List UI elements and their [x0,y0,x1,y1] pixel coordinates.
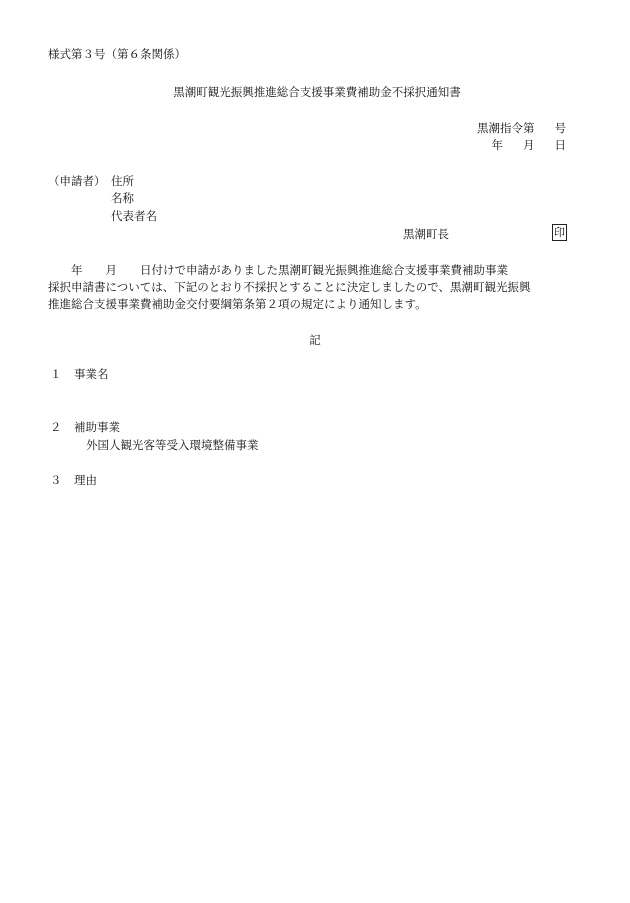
reference-date [492,137,567,153]
item-number: ３ [50,473,62,487]
applicant-label: （申請者） [48,174,106,188]
item-number: １ [50,367,62,381]
form-number: 様式第３号（第６条関係） [48,47,186,61]
document-title: 黒潮町観光振興推進総合支援事業費補助金不採択通知書 [173,85,461,99]
reference-number [477,120,566,136]
item-subsidy-project [50,419,120,435]
item-subsidy-project-value: 外国人観光客等受入環境整備事業 [86,438,259,452]
body-line-2: 採択申請書については、下記のとおり不採択とすることに決定しましたので、黒潮町観光振興 [48,280,531,294]
date-day-label: 日 [554,138,566,152]
item-project-name [50,366,109,382]
applicant-name-label: 名称 [111,191,134,205]
item-reason [50,472,97,488]
item-label: 補助事業 [74,420,120,434]
body-line-1: 年 月 日付けで申請がありました黒潮町観光振興推進総合支援事業費補助事業 [48,263,508,277]
seal-box: 印 [554,226,565,239]
date-month-label: 月 [523,138,535,152]
item-number: ２ [50,420,62,434]
body-paragraph [48,262,584,313]
item-label: 事業名 [74,367,109,381]
applicant-address-label: 住所 [111,174,134,188]
date-year-label: 年 [491,138,503,152]
applicant-representative-label: 代表者名 [111,209,157,223]
ki-heading: 記 [309,333,321,347]
body-line-3: 推進総合支援事業費補助金交付要綱第条第２項の規定により通知します。 [48,297,427,311]
item-label: 理由 [74,473,97,487]
issuer-title: 黒潮町長 [403,227,449,241]
reference-number-suffix: 号 [554,121,566,135]
reference-number-prefix: 黒潮指令第 [477,121,535,135]
